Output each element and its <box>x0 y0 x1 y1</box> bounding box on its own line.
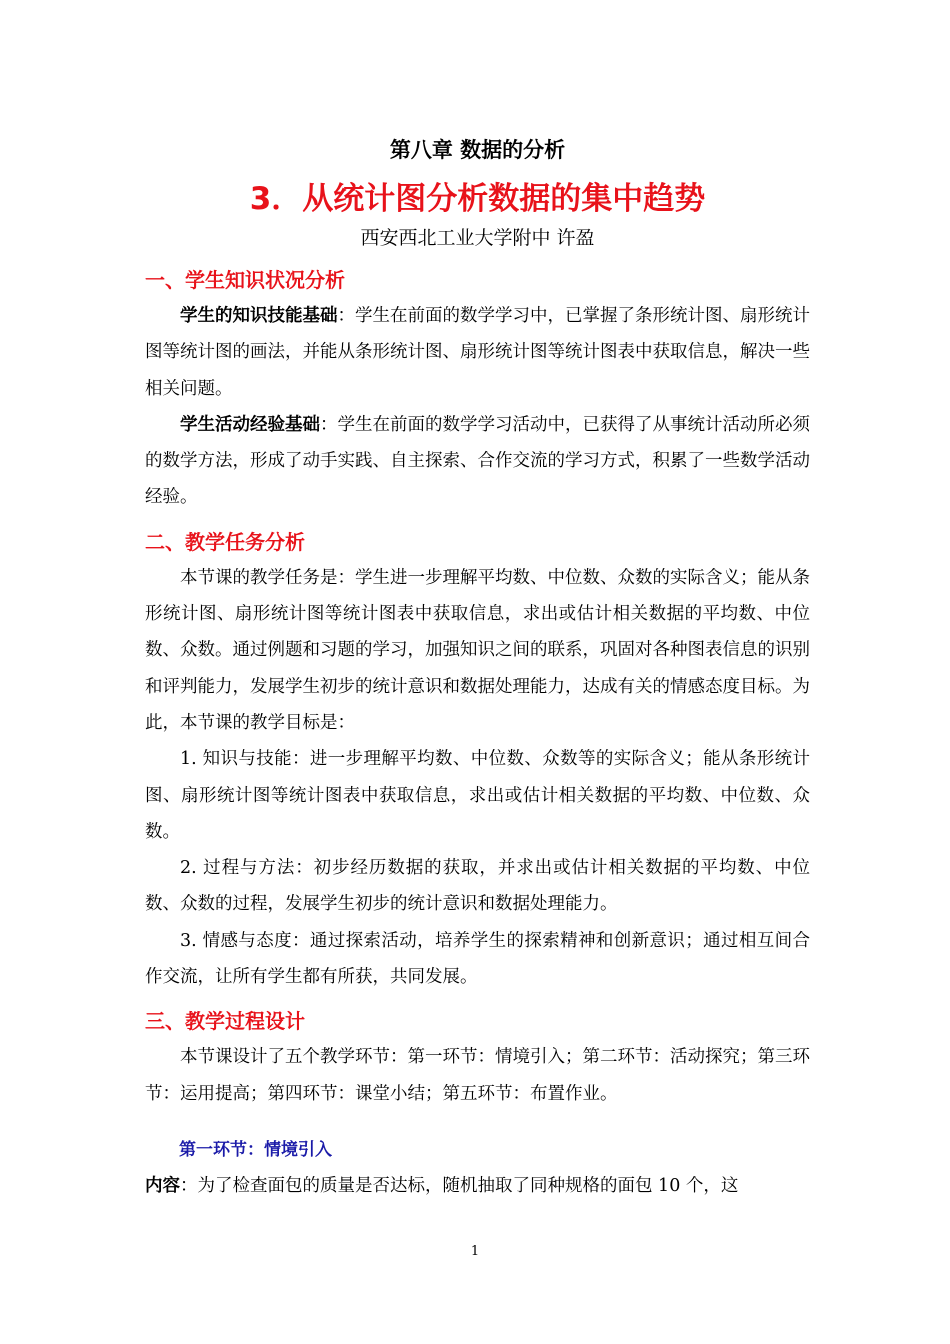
paragraph-goal-2: 2. 过程与方法：初步经历数据的获取，并求出或估计相关数据的平均数、中位数、众数的过程，发展学生初步的统计意识和数据处理能力。 <box>145 858 810 915</box>
content-label: 内容 <box>145 1175 180 1196</box>
section-heading-2: 二、教学任务分析 <box>145 529 305 554</box>
paragraph-activity-experience <box>145 407 810 516</box>
paragraph-text: ：学生在前面的数学学习活动中，已获得了从事统计活动所必须的数学方法，形成了动手实践、自主探索、合作交流的学习方式，积累了一些数学活动经验。 <box>145 414 810 508</box>
paragraph-step1-content <box>145 1168 810 1204</box>
page-content <box>145 130 810 1204</box>
paragraph-label: 学生的知识技能基础 <box>180 306 338 326</box>
section-heading-1: 一、学生知识状况分析 <box>145 268 345 292</box>
author-line: 西安西北工业大学附中 许盈 <box>360 227 595 249</box>
paragraph-goal-1: 1. 知识与技能：进一步理解平均数、中位数、众数等的实际含义；能从条形统计图、扇形统计图等统计图表中获取信息，求出或估计相关数据的平均数、中位数、众数。 <box>145 749 810 842</box>
section-heading-3: 三、教学过程设计 <box>145 1009 305 1034</box>
lesson-title: 3．从统计图分析数据的集中趋势 <box>249 181 706 217</box>
paragraph-process-intro: 本节课设计了五个教学环节：第一环节：情境引入；第二环节：活动探究；第三环节：运用提高；第四环节：课堂小结；第五环节：布置作业。 <box>145 1047 810 1104</box>
paragraph-goal-3: 3. 情感与态度：通过探索活动，培养学生的探索精神和创新意识；通过相互间合作交流，让所有学生都有所获，共同发展。 <box>145 930 810 988</box>
paragraph-knowledge-base <box>145 298 810 407</box>
content-text: ：为了检查面包的质量是否达标，随机抽取了同种规格的面包 10 个，这 <box>180 1175 739 1196</box>
paragraph-text: ：学生在前面的数学学习中，已掌握了条形统计图、扇形统计图等统计图的画法，并能从条形统计图、扇形统计图等统计图表中获取信息，解决一些相关问题。 <box>145 306 810 399</box>
step-heading-1: 第一环节：情境引入 <box>179 1139 332 1160</box>
page-number: 1 <box>470 1244 480 1259</box>
paragraph-task-intro: 本节课的教学任务是：学生进一步理解平均数、中位数、众数的实际含义；能从条形统计图、扇形统计图等统计图表中获取信息，求出或估计相关数据的平均数、中位数、众数。通过例题和习题的学习，加强知识之间的联系，巩固对各种图表信息的识别和评判能力，发展学生初步的统计意识和数据处理能力，达成有关的情感态度目标。为此，本节课的教学目标是： <box>145 567 810 733</box>
chapter-title: 第八章 数据的分析 <box>389 138 566 162</box>
paragraph-label: 学生活动经验基础 <box>180 414 320 435</box>
